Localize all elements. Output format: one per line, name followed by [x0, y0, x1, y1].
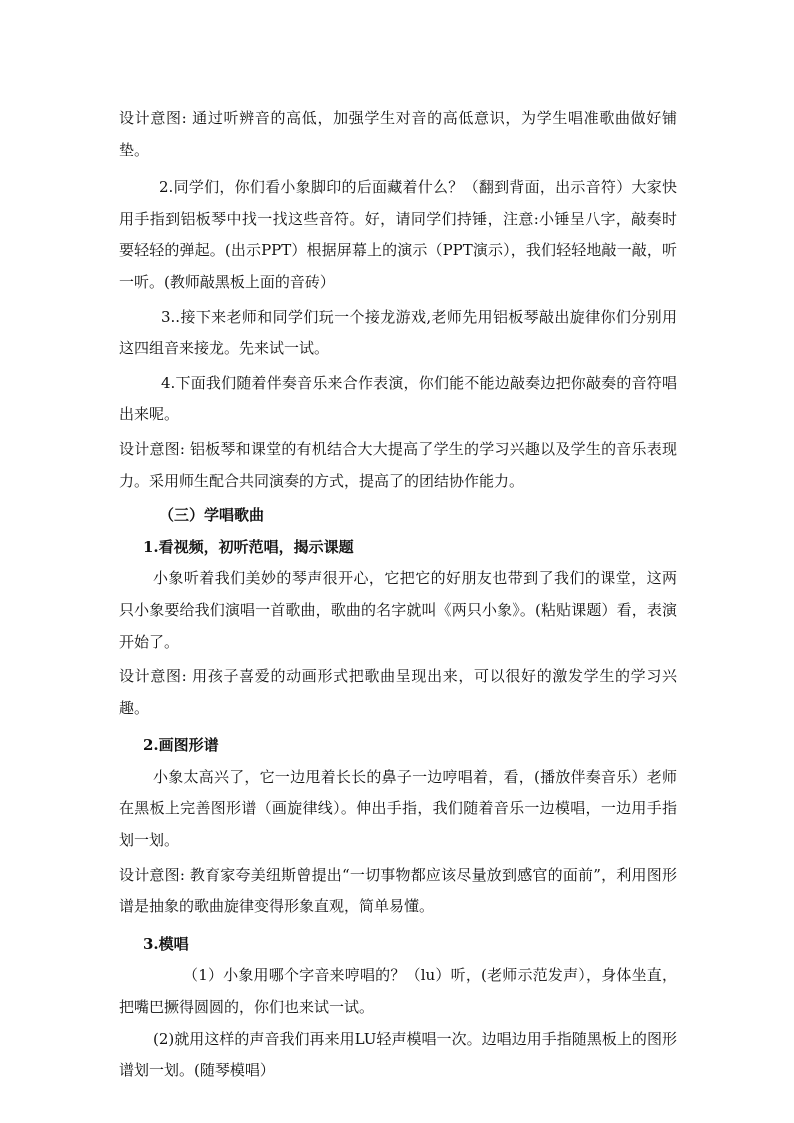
body-paragraph: （1）小象用哪个字音来哼唱的？（lu）听，(老师示范发声），身体坐直，把嘴巴撅得圆圆的，你们也来试一试。: [119, 966, 677, 1017]
body-paragraph: (2)就用这样的声音我们再来用LU轻声模唱一次。边唱边用手指随黑板上的图形谱划一划。(随琴模唱）: [119, 1029, 677, 1080]
design-intent-label: 设计意图: [119, 439, 180, 458]
document-body: [119, 103, 677, 1087]
body-paragraph: 4.下面我们随着伴奏音乐来合作表演，你们能不能边敲奏边把你敲奏的音符唱出来呢。: [119, 373, 677, 424]
paragraph-text: 通过听辨音的高低，加强学生对音的高低意识，为学生唱准歌曲做好铺垫。: [119, 109, 677, 159]
label-separator: :: [181, 667, 187, 686]
subsection-heading: 1.看视频，初听范唱，揭示课题: [143, 537, 354, 556]
design-intent-label: 设计意图: [119, 109, 182, 127]
design-intent-paragraph: [119, 860, 677, 923]
subsection-heading: 3.模唱: [143, 934, 189, 953]
design-intent-paragraph: [119, 661, 677, 724]
section-heading: （三）学唱歌曲: [159, 506, 265, 525]
subsection-heading: 2.画图形谱: [143, 736, 219, 755]
design-intent-label: 设计意图: [119, 865, 180, 884]
design-intent-label: 设计意图: [119, 667, 182, 686]
paragraph-text: 用孩子喜爱的动画形式把歌曲呈现出来，可以很好的激发学生的学习兴趣。: [119, 667, 677, 717]
body-paragraph: 小象太高兴了，它一边甩着长长的鼻子一边哼唱着，看，(播放伴奏音乐）老师在黑板上完善图形谱（画旋律线）。伸出手指，我们随着音乐一边模唱，一边用手指划一划。: [119, 767, 677, 850]
label-separator: :: [179, 865, 185, 884]
body-paragraph: 3..接下来老师和同学们玩一个接龙游戏,老师先用铝板琴敲出旋律你们分别用这四组音来接龙。先来试一试。: [119, 307, 677, 358]
design-intent-paragraph: [119, 434, 677, 497]
paragraph-text: 教育家夸美纽斯曾提出“一切事物都应该尽量放到感官的面前”，利用图形谱是抽象的歌曲旋律变得形象直观，简单易懂。: [119, 865, 677, 916]
label-separator: :: [181, 109, 187, 127]
paragraph-text: 铝板琴和课堂的有机结合大大提高了学生的学习兴趣以及学生的音乐表现力。采用师生配合共同演奏的方式，提高了的团结协作能力。: [119, 439, 677, 490]
body-paragraph: 2.同学们，你们看小象脚印的后面藏着什么？（翻到背面，出示音符）大家快用手指到铝板琴中找一找这些音符。好，请同学们持锤，注意:小锤呈八字，敲奏时要轻轻的弹起。(出示PPT）根据屏幕上的演示（PPT演示），我们轻轻地敲一敲，听一听。(教师敲黑板上面的音砖）: [119, 178, 677, 291]
design-intent-paragraph: [119, 103, 677, 166]
body-paragraph: 小象听着我们美妙的琴声很开心，它把它的好朋友也带到了我们的课堂，这两只小象要给我们演唱一首歌曲，歌曲的名字就叫《两只小象》。(粘贴课题）看，表演开始了。: [119, 569, 677, 651]
label-separator: :: [179, 439, 185, 458]
